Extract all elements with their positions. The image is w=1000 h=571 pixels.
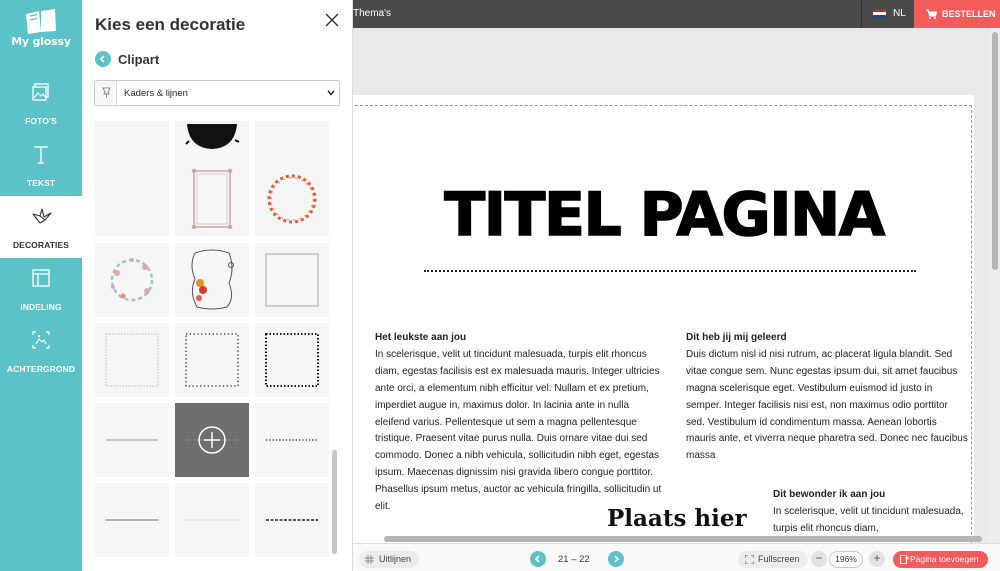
category-pin — [95, 81, 117, 105]
prev-page-button[interactable] — [530, 551, 546, 567]
floral-wreath-icon — [95, 243, 169, 317]
rail-item-photos[interactable] — [0, 72, 82, 134]
add-page-label: Pagina toevoegen — [910, 554, 979, 564]
category-value: Kaders & lijnen — [124, 88, 188, 99]
next-page-button[interactable] — [608, 551, 624, 567]
clipart-tile-thin-line[interactable] — [95, 403, 169, 477]
clipart-tile-faint-line[interactable] — [175, 483, 249, 557]
rail-item-text[interactable] — [0, 134, 82, 196]
text-block-3[interactable] — [773, 487, 973, 538]
back-button[interactable] — [95, 49, 159, 69]
block-body: In scelerisque, velit ut tincidunt malesuada, turpis elit rhoncus diam, egestas facilisis est ex malesuada mauris. Integer ultricies ante orci, a elementum nibh efficitur vel. Nullam et ex pretium, imperdiet augue in, maximus dolor. In lacinia ante in nulla eleifend varius. Pellentesque ut sem a magna pellentesque tristique. Praesent vitae purus nulla. Duis ornare vitae dui sed commodo. Donec a nibh vehicula, sollicitudin nibh eget, egestas ipsum. Maecenas dignissim nisi gravida libero congue porttitor. Phasellus ipsum metus, auctor ac vehicula fringilla, sollicitudin ut elit. — [375, 348, 662, 513]
rail-item-background[interactable] — [0, 320, 82, 382]
dotted-square-icon — [175, 323, 249, 397]
block-heading: Dit heb jij mij geleerd — [686, 332, 787, 343]
zoom-level: 196% — [829, 551, 863, 568]
origami-bird-icon — [32, 207, 52, 225]
bottom-bar — [353, 543, 1000, 571]
themes-link[interactable]: Thema's — [353, 8, 392, 19]
text-icon — [32, 145, 50, 165]
clipart-tile-blank[interactable] — [95, 121, 169, 168]
canvas-horizontal-scrollbar[interactable] — [384, 536, 982, 542]
clipart-tile-doodle-frame[interactable] — [175, 243, 249, 317]
thin-square-icon — [255, 243, 329, 317]
clipart-tile-blank[interactable] — [255, 121, 329, 168]
rail-label: DECORATIES — [12, 240, 70, 250]
rail-item-decorations[interactable] — [0, 196, 82, 258]
text-block-2[interactable] — [686, 330, 968, 465]
align-button[interactable] — [359, 551, 419, 568]
block-heading: Dit bewonder ik aan jou — [773, 489, 886, 500]
block-body: Duis dictum nisl id nisi rutrum, ac placerat ligula blandit. Sed vitae congue sem. Nunc egestas ipsum dui, sit amet faucibus magna scelerisque eget. Vestibulum euismod id justo in semper. Integer facilisis nisi est, non maximus odio porttitor sed. Vestibulum id condimentum massa. Aenean lobortis mauris ante, et viverra neque pharetra sed. Donec nec faucibus massa — [686, 348, 968, 462]
chevron-right-icon — [612, 555, 620, 563]
doodle-frame-icon — [175, 243, 249, 317]
rail-label: TEKST — [26, 178, 56, 188]
left-rail — [0, 0, 82, 571]
book-icon — [24, 8, 58, 36]
placeholder-text[interactable]: Plaats hier — [607, 505, 747, 532]
block-heading: Het leukste aan jou — [375, 332, 467, 343]
clipart-tile-blank[interactable] — [95, 162, 169, 236]
layout-icon — [32, 269, 50, 287]
category-select[interactable] — [94, 80, 340, 106]
align-label: Uitlijnen — [379, 554, 412, 564]
pin-icon — [101, 87, 112, 99]
zoom-in-button[interactable]: + — [869, 551, 885, 567]
order-label: BESTELLEN — [942, 9, 996, 19]
block-body: In scelerisque, velit ut tincidunt malesuada, turpis elit rhoncus diam, — [773, 505, 964, 534]
laurel-wreath-icon — [255, 162, 329, 236]
brand-name: My glossy — [11, 35, 71, 48]
album-page[interactable] — [353, 95, 974, 543]
order-button[interactable] — [914, 0, 1000, 28]
language-label: NL — [893, 8, 906, 19]
dutch-flag-icon — [873, 9, 886, 18]
title-divider[interactable] — [424, 270, 916, 272]
dotted-bold-square-icon — [255, 323, 329, 397]
decoration-panel — [82, 0, 353, 571]
dotted-line-icon — [255, 403, 329, 477]
panel-title: Kies een decoratie — [95, 15, 246, 34]
canvas-vertical-scrollbar[interactable] — [992, 32, 998, 270]
ink-circle-icon — [175, 121, 249, 168]
photos-icon — [32, 83, 50, 101]
back-arrow-icon — [95, 51, 111, 67]
add-page-icon — [900, 555, 909, 564]
clipart-tile-dash-line[interactable] — [255, 483, 329, 557]
clipart-tile-ink-circle[interactable] — [175, 121, 249, 168]
rail-label: FOTO'S — [25, 116, 57, 126]
brand-logo[interactable] — [0, 0, 82, 72]
fullscreen-label: Fullscreen — [758, 554, 800, 564]
add-icon[interactable] — [175, 403, 249, 477]
clipart-tile-dotted-square[interactable] — [175, 323, 249, 397]
dashed-square-icon — [95, 323, 169, 397]
divider — [861, 0, 862, 28]
background-icon — [32, 331, 50, 349]
text-block-1[interactable] — [375, 330, 665, 516]
language-selector[interactable] — [873, 8, 906, 19]
rail-item-layout[interactable] — [0, 258, 82, 320]
fullscreen-icon — [745, 555, 754, 564]
clipart-tile-dotted-bold-square[interactable] — [255, 323, 329, 397]
clipart-tile-ornate-frame[interactable] — [175, 162, 249, 236]
zoom-out-button[interactable]: − — [811, 551, 827, 567]
clipart-tile-floral-wreath[interactable] — [95, 243, 169, 317]
ornate-frame-icon — [175, 162, 249, 236]
cart-icon — [926, 9, 937, 19]
rail-label: INDELING — [20, 302, 62, 312]
dash-line-icon — [255, 483, 329, 557]
back-label: Clipart — [118, 51, 160, 67]
panel-scrollbar[interactable] — [332, 450, 337, 554]
top-bar — [353, 0, 1000, 28]
close-icon[interactable] — [323, 11, 341, 29]
clipart-tile-dotted-line[interactable] — [255, 403, 329, 477]
clipart-tile-thick-line[interactable] — [95, 483, 169, 557]
rail-label: ACHTERGROND — [6, 364, 76, 374]
page-title-text[interactable]: TITEL PAGINA — [444, 180, 884, 250]
faint-line-icon — [175, 483, 249, 557]
page-numbers: 21 – 22 — [558, 554, 590, 565]
grid-icon — [365, 555, 374, 564]
clipart-tile-dashed-square[interactable] — [95, 323, 169, 397]
clipart-grid — [95, 121, 330, 557]
clipart-tile-hovered[interactable] — [175, 403, 249, 477]
clipart-tile-thin-square[interactable] — [255, 243, 329, 317]
add-page-button[interactable] — [893, 551, 988, 568]
chevron-left-icon — [534, 555, 542, 563]
clipart-tile-laurel-wreath[interactable] — [255, 162, 329, 236]
thin-line-icon — [95, 403, 169, 477]
editor-canvas — [353, 28, 989, 543]
thick-line-icon — [95, 483, 169, 557]
fullscreen-button[interactable] — [738, 551, 808, 568]
chevron-down-icon — [327, 90, 335, 96]
